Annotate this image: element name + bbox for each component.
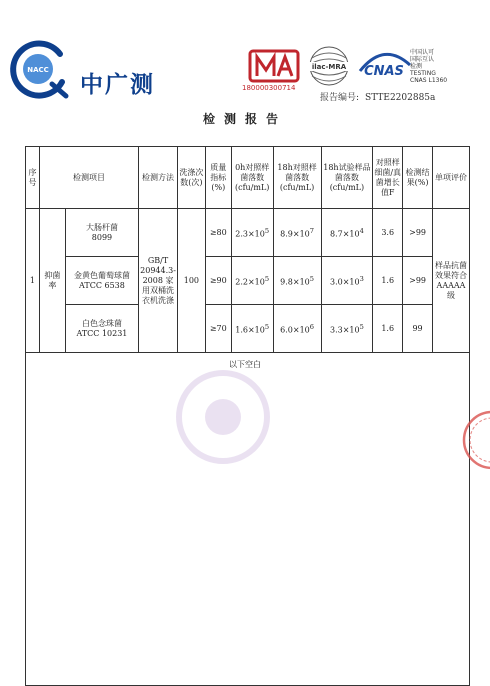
count-18h-control-cell: $9.8\times 10^5$ <box>273 257 321 305</box>
wash-cell: 100 <box>177 209 205 353</box>
cma-logo <box>247 48 301 88</box>
table-row <box>26 257 470 305</box>
growth-f-cell: 3.6 <box>373 209 403 257</box>
count-18h-control-cell: $6.0\times 10^6$ <box>273 305 321 353</box>
header-row <box>26 147 470 209</box>
watermark-seal <box>176 370 270 464</box>
report-title: 检测报告 <box>202 112 287 126</box>
cma-number: 180000300714 <box>242 84 296 92</box>
report-number-value: STTE2202885a <box>365 93 436 103</box>
organism-cell: 白色念珠菌 ATCC 10231 <box>65 305 138 353</box>
result-cell: >99 <box>403 209 433 257</box>
ilac-text: ilac-MRA <box>311 63 347 71</box>
ilac-mra-logo <box>304 44 354 88</box>
cnas-text: CNAS <box>364 64 404 79</box>
method-cell: GB/T 20944.3-2008 家用双桶洗衣机洗涤 <box>139 209 178 353</box>
count-0h-cell: $1.6\times 10^5$ <box>231 305 273 353</box>
header-18h-test: 18h试验样品菌落数(cfu/mL) <box>321 147 373 209</box>
blank-note: 以下空白 <box>229 360 261 369</box>
evaluation-cell: 样品抗菌效果符合AAAAA级 <box>432 209 469 353</box>
red-stamp <box>452 405 490 475</box>
header-method: 检测方法 <box>139 147 178 209</box>
growth-f-cell: 1.6 <box>373 257 403 305</box>
header-evaluation: 单项评价 <box>432 147 469 209</box>
organism-cell: 金黄色葡萄球菌 ATCC 6538 <box>65 257 138 305</box>
header-0h-control: 0h对照样菌落数(cfu/mL) <box>231 147 273 209</box>
cnas-side-text: 中国认可 国际互认 检测 TESTING CNAS L1360 <box>410 49 448 84</box>
category-cell: 抑菌率 <box>39 209 65 353</box>
header-quality: 质量指标(%) <box>205 147 231 209</box>
seq-cell: 1 <box>26 209 40 353</box>
header-result: 检测结果(%) <box>403 147 433 209</box>
count-0h-cell: $2.2\times 10^5$ <box>231 257 273 305</box>
brand-name: 中广测 <box>80 72 155 98</box>
quality-cell: ≥80 <box>205 209 231 257</box>
table-row <box>26 209 470 257</box>
organism-cell: 大肠杆菌 8099 <box>65 209 138 257</box>
header-18h-control: 18h对照样菌落数(cfu/mL) <box>273 147 321 209</box>
header-seq: 序号 <box>26 147 40 209</box>
report-number-label: 报告编号: <box>320 93 360 103</box>
results-table <box>25 146 470 353</box>
report-number <box>320 90 441 103</box>
growth-f-cell: 1.6 <box>373 305 403 353</box>
header-wash: 洗涤次数(次) <box>177 147 205 209</box>
count-18h-test-cell: $8.7\times 10^4$ <box>321 209 373 257</box>
count-18h-test-cell: $3.3\times 10^5$ <box>321 305 373 353</box>
quality-cell: ≥70 <box>205 305 231 353</box>
nacc-logo <box>8 40 72 100</box>
result-cell: 99 <box>403 305 433 353</box>
result-cell: >99 <box>403 257 433 305</box>
cnas-logo <box>356 47 412 83</box>
header-growth-f: 对照样细菌/真菌增长值F <box>373 147 403 209</box>
count-0h-cell: $2.3\times 10^5$ <box>231 209 273 257</box>
nacc-mark-text: NACC <box>27 66 49 74</box>
count-18h-control-cell: $8.9\times 10^7$ <box>273 209 321 257</box>
table-row <box>26 305 470 353</box>
header-item: 检测项目 <box>39 147 138 209</box>
count-18h-test-cell: $3.0\times 10^3$ <box>321 257 373 305</box>
quality-cell: ≥90 <box>205 257 231 305</box>
